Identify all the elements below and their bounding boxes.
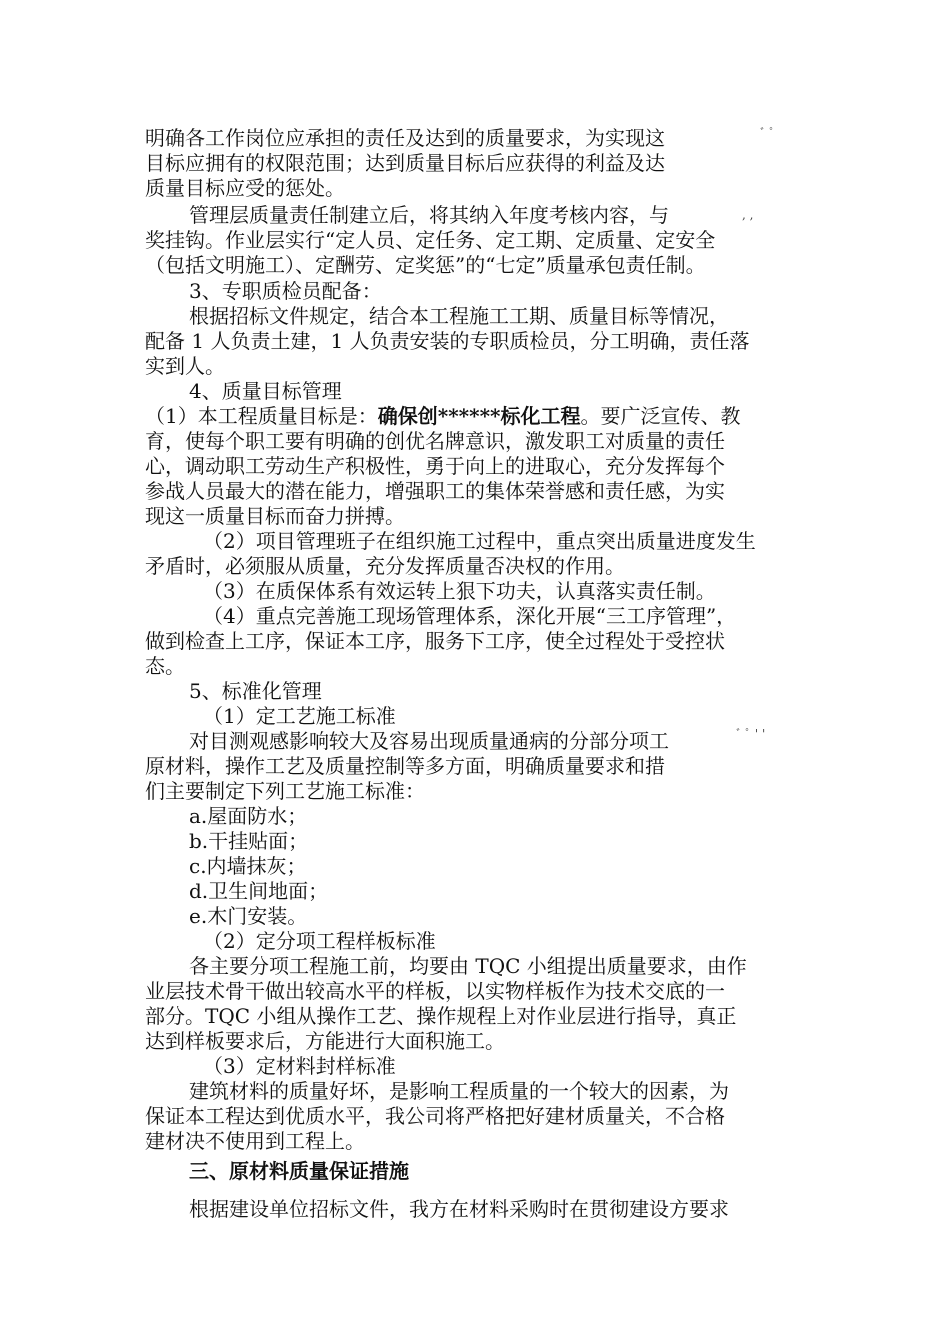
paragraph-line <box>145 404 825 428</box>
paragraph-line: 保证本工程达到优质水平，我公司将严格把好建材质量关，不合格 <box>145 1104 725 1128</box>
paragraph-line: 各主要分项工程施工前，均要由 TQC 小组提出质量要求，由作 <box>189 954 747 978</box>
section-subheading: 5、标准化管理 <box>189 679 322 703</box>
text-span: 。要广泛宣传、教 <box>580 404 741 428</box>
paragraph-line: 做到检查上工序，保证本工序，服务下工序，使全过程处于受控状 <box>145 629 725 653</box>
scan-smudge: ﾞ ﾟ ' ' <box>736 727 766 741</box>
section-subheading: （2）定分项工程样板标准 <box>203 929 436 953</box>
paragraph-line: 心，调动职工劳动生产积极性，勇于向上的进取心，充分发挥每个 <box>145 454 725 478</box>
paragraph-line: 奖挂钩。作业层实行“定人员、定任务、定工期、定质量、定安全 <box>145 228 716 252</box>
paragraph-line: （包括文明施工）、定酬劳、定奖惩”的“七定”质量承包责任制。 <box>145 253 706 277</box>
paragraph-line: 目标应拥有的权限范围；达到质量目标后应获得的利益及达 <box>145 151 665 175</box>
paragraph-line: 们主要制定下列工艺施工标准： <box>145 779 425 803</box>
section-subheading: （1）定工艺施工标准 <box>203 704 396 728</box>
paragraph-line: 根据建设单位招标文件，我方在材料采购时在贯彻建设方要求 <box>189 1197 729 1221</box>
scan-smudge: ﾞ ﾟ <box>760 126 776 140</box>
paragraph-line: 建材决不使用到工程上。 <box>145 1129 365 1153</box>
paragraph-line: 育，使每个职工要有明确的创优名牌意识，激发职工对质量的责任 <box>145 429 725 453</box>
paragraph-line: （3）在质保体系有效运转上狠下功夫，认真落实责任制。 <box>203 579 716 603</box>
list-item: b.干挂贴面； <box>189 829 309 853</box>
scan-smudge: , , <box>742 208 754 222</box>
paragraph-line: 达到样板要求后，方能进行大面积施工。 <box>145 1029 505 1053</box>
paragraph-line: 态。 <box>145 654 185 678</box>
paragraph-line: 部分。TQC 小组从操作工艺、操作规程上对作业层进行指导，真正 <box>145 1004 737 1028</box>
list-item: c.内墙抹灰； <box>189 854 307 878</box>
paragraph-line: 矛盾时，必须服从质量，充分发挥质量否决权的作用。 <box>145 554 625 578</box>
paragraph-line: 参战人员最大的潜在能力，增强职工的集体荣誉感和责任感，为实 <box>145 479 725 503</box>
paragraph-line: 配备 1 人负责土建，1 人负责安装的专职质检员，分工明确，责任落 <box>145 329 750 353</box>
quality-goal-bold: 确保创******标化工程 <box>377 404 581 428</box>
paragraph-line: 根据招标文件规定，结合本工程施工工期、质量目标等情况， <box>189 304 729 328</box>
section-subheading: （3）定材料封样标准 <box>203 1054 396 1078</box>
paragraph-line: 明确各工作岗位应承担的责任及达到的质量要求，为实现这 <box>145 126 665 150</box>
list-item: e.木门安装。 <box>189 904 308 928</box>
paragraph-line: （2）项目管理班子在组织施工过程中，重点突出质量进度发生 <box>203 529 756 553</box>
paragraph-line: 现这一质量目标而奋力拼搏。 <box>145 504 405 528</box>
section-heading: 三、原材料质量保证措施 <box>189 1159 409 1183</box>
list-item: a.屋面防水； <box>189 804 308 828</box>
paragraph-line: 建筑材料的质量好坏，是影响工程质量的一个较大的因素，为 <box>189 1079 729 1103</box>
section-subheading: 4、质量目标管理 <box>189 379 342 403</box>
text-span: （1）本工程质量目标是： <box>145 404 378 428</box>
list-item: d.卫生间地面； <box>189 879 329 903</box>
paragraph-line: 实到人。 <box>145 354 225 378</box>
paragraph-line: （4）重点完善施工现场管理体系，深化开展“三工序管理”， <box>203 604 737 628</box>
paragraph-line: 原材料，操作工艺及质量控制等多方面，明确质量要求和措 <box>145 754 665 778</box>
section-subheading: 3、专职质检员配备： <box>189 279 382 303</box>
paragraph-line: 业层技术骨干做出较高水平的样板，以实物样板作为技术交底的一 <box>145 979 725 1003</box>
paragraph-line: 管理层质量责任制建立后，将其纳入年度考核内容，与 <box>189 203 669 227</box>
paragraph-line: 对目测观感影响较大及容易出现质量通病的分部分项工 <box>189 729 669 753</box>
paragraph-line: 质量目标应受的惩处。 <box>145 176 345 200</box>
